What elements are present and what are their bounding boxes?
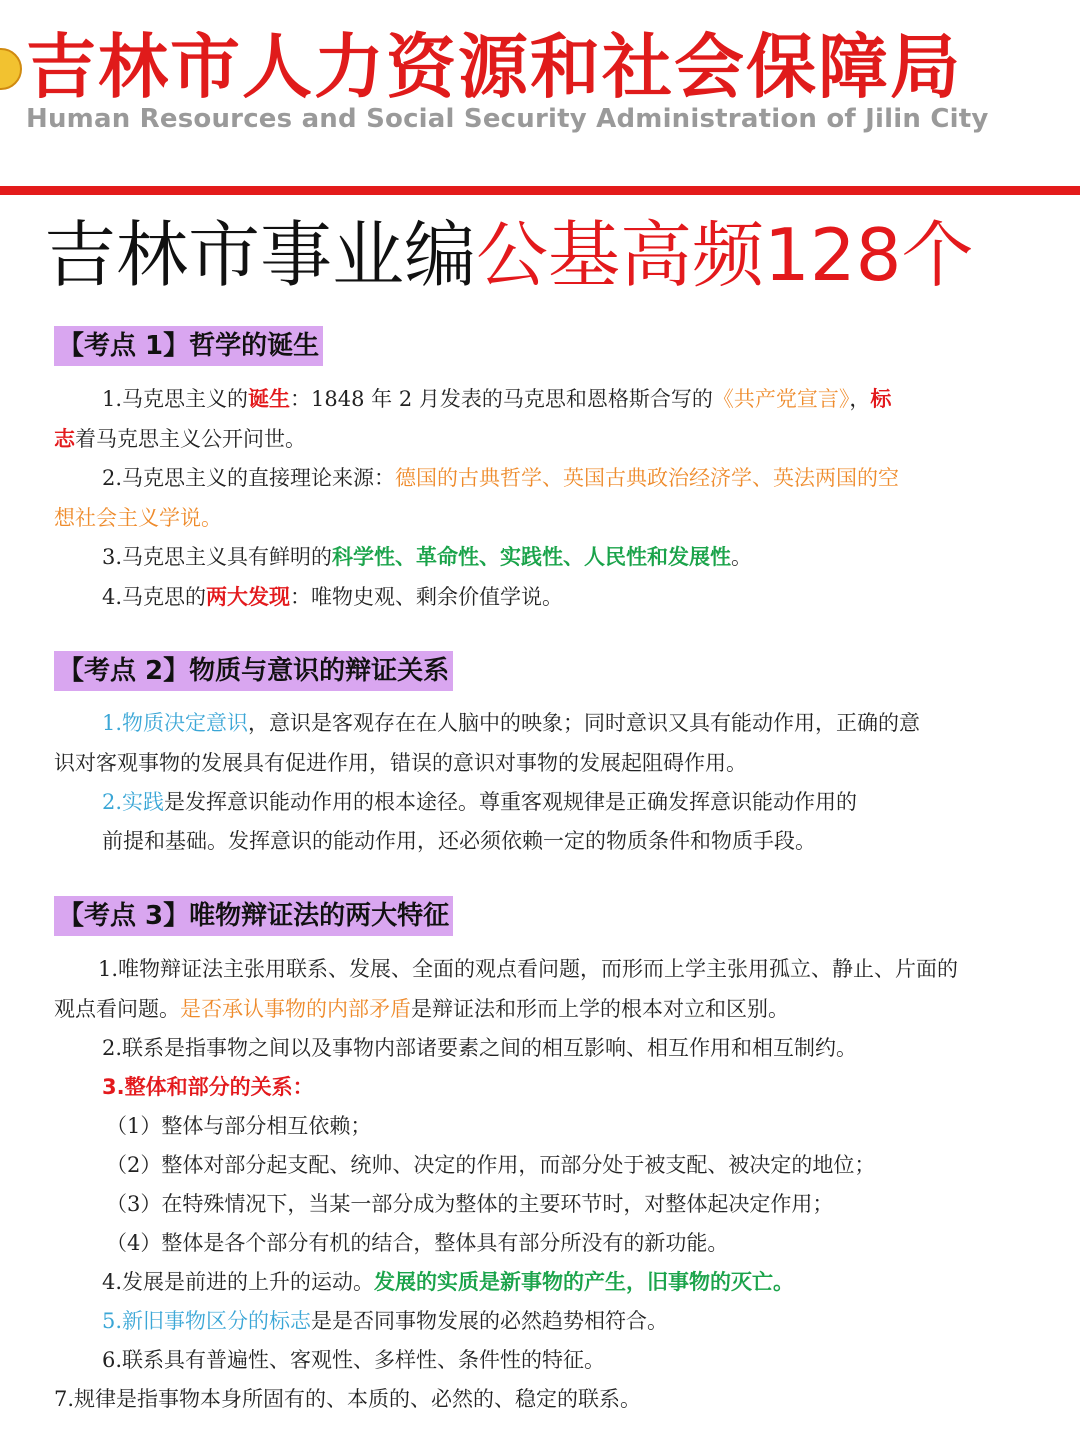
s1-point-4: 4.马克思的两大发现：唯物史观、剩余价值学说。	[102, 585, 564, 609]
s2-point-1-line-2: 识对客观事物的发展具有促进作用，错误的意识对事物的发展起阻碍作用。	[54, 751, 747, 775]
s2-point-2-line-1: 2.实践是发挥意识能动作用的根本途径。尊重客观规律是正确发挥意识能动作用的	[102, 790, 858, 814]
s1-point-2-line-2: 想社会主义学说。	[54, 506, 222, 530]
section-1-heading: 【考点 1】哲学的诞生	[54, 326, 323, 366]
s3-point-4: 4.发展是前进的上升的运动。发展的实质是新事物的产生，旧事物的灭亡。	[102, 1270, 795, 1294]
header-divider	[0, 186, 1080, 195]
s3-point-3-heading: 3.整体和部分的关系：	[102, 1075, 314, 1099]
s3-point-3-item-2: （2）整体对部分起支配、统帅、决定的作用，而部分处于被支配、被决定的地位；	[106, 1153, 876, 1177]
s2-point-1-line-1: 1.物质决定意识，意识是客观存在在人脑中的映象；同时意识又具有能动作用，正确的意	[102, 711, 921, 735]
s3-point-7: 7.规律是指事物本身所固有的、本质的、必然的、稳定的联系。	[54, 1387, 642, 1411]
emblem-icon	[0, 48, 22, 90]
s1-point-1-line-2: 志着马克思主义公开问世。	[54, 427, 306, 451]
org-name-en: Human Resources and Social Security Administration of Jilin City	[26, 104, 989, 134]
s3-point-5: 5.新旧事物区分的标志是是否同事物发展的必然趋势相符合。	[102, 1309, 669, 1333]
header	[0, 0, 1080, 185]
section-2-heading: 【考点 2】物质与意识的辩证关系	[54, 651, 453, 691]
s3-point-3-item-3: （3）在特殊情况下，当某一部分成为整体的主要环节时，对整体起决定作用；	[106, 1192, 834, 1216]
title-black-part: 吉林市事业编	[44, 213, 477, 297]
s1-point-2-line-1: 2.马克思主义的直接理论来源：德国的古典哲学、英国古典政治经济学、英法两国的空	[102, 466, 900, 490]
page-title	[44, 200, 973, 310]
org-name-cn: 吉林市人力资源和社会保障局	[26, 26, 962, 108]
title-red-part: 公基高频128个	[476, 213, 974, 297]
s3-point-1-line-1: 1.唯物辩证法主张用联系、发展、全面的观点看问题，而形而上学主张用孤立、静止、片面的	[98, 957, 959, 981]
s1-point-3: 3.马克思主义具有鲜明的科学性、革命性、实践性、人民性和发展性。	[102, 545, 753, 569]
s3-point-6: 6.联系具有普遍性、客观性、多样性、条件性的特征。	[102, 1348, 606, 1372]
s3-point-3-item-4: （4）整体是各个部分有机的结合，整体具有部分所没有的新功能。	[106, 1231, 729, 1255]
s3-point-2: 2.联系是指事物之间以及事物内部诸要素之间的相互影响、相互作用和相互制约。	[102, 1036, 858, 1060]
section-3-heading: 【考点 3】唯物辩证法的两大特征	[54, 896, 453, 936]
s2-point-2-line-2: 前提和基础。发挥意识的能动作用，还必须依赖一定的物质条件和物质手段。	[102, 829, 816, 853]
s1-point-1-line-1: 1.马克思主义的诞生：1848 年 2 月发表的马克思和恩格斯合写的《共产党宣言》，标	[102, 387, 892, 411]
s3-point-1-line-2: 观点看问题。是否承认事物的内部矛盾是辩证法和形而上学的根本对立和区别。	[54, 997, 789, 1021]
s3-point-3-item-1: （1）整体与部分相互依赖；	[106, 1114, 372, 1138]
